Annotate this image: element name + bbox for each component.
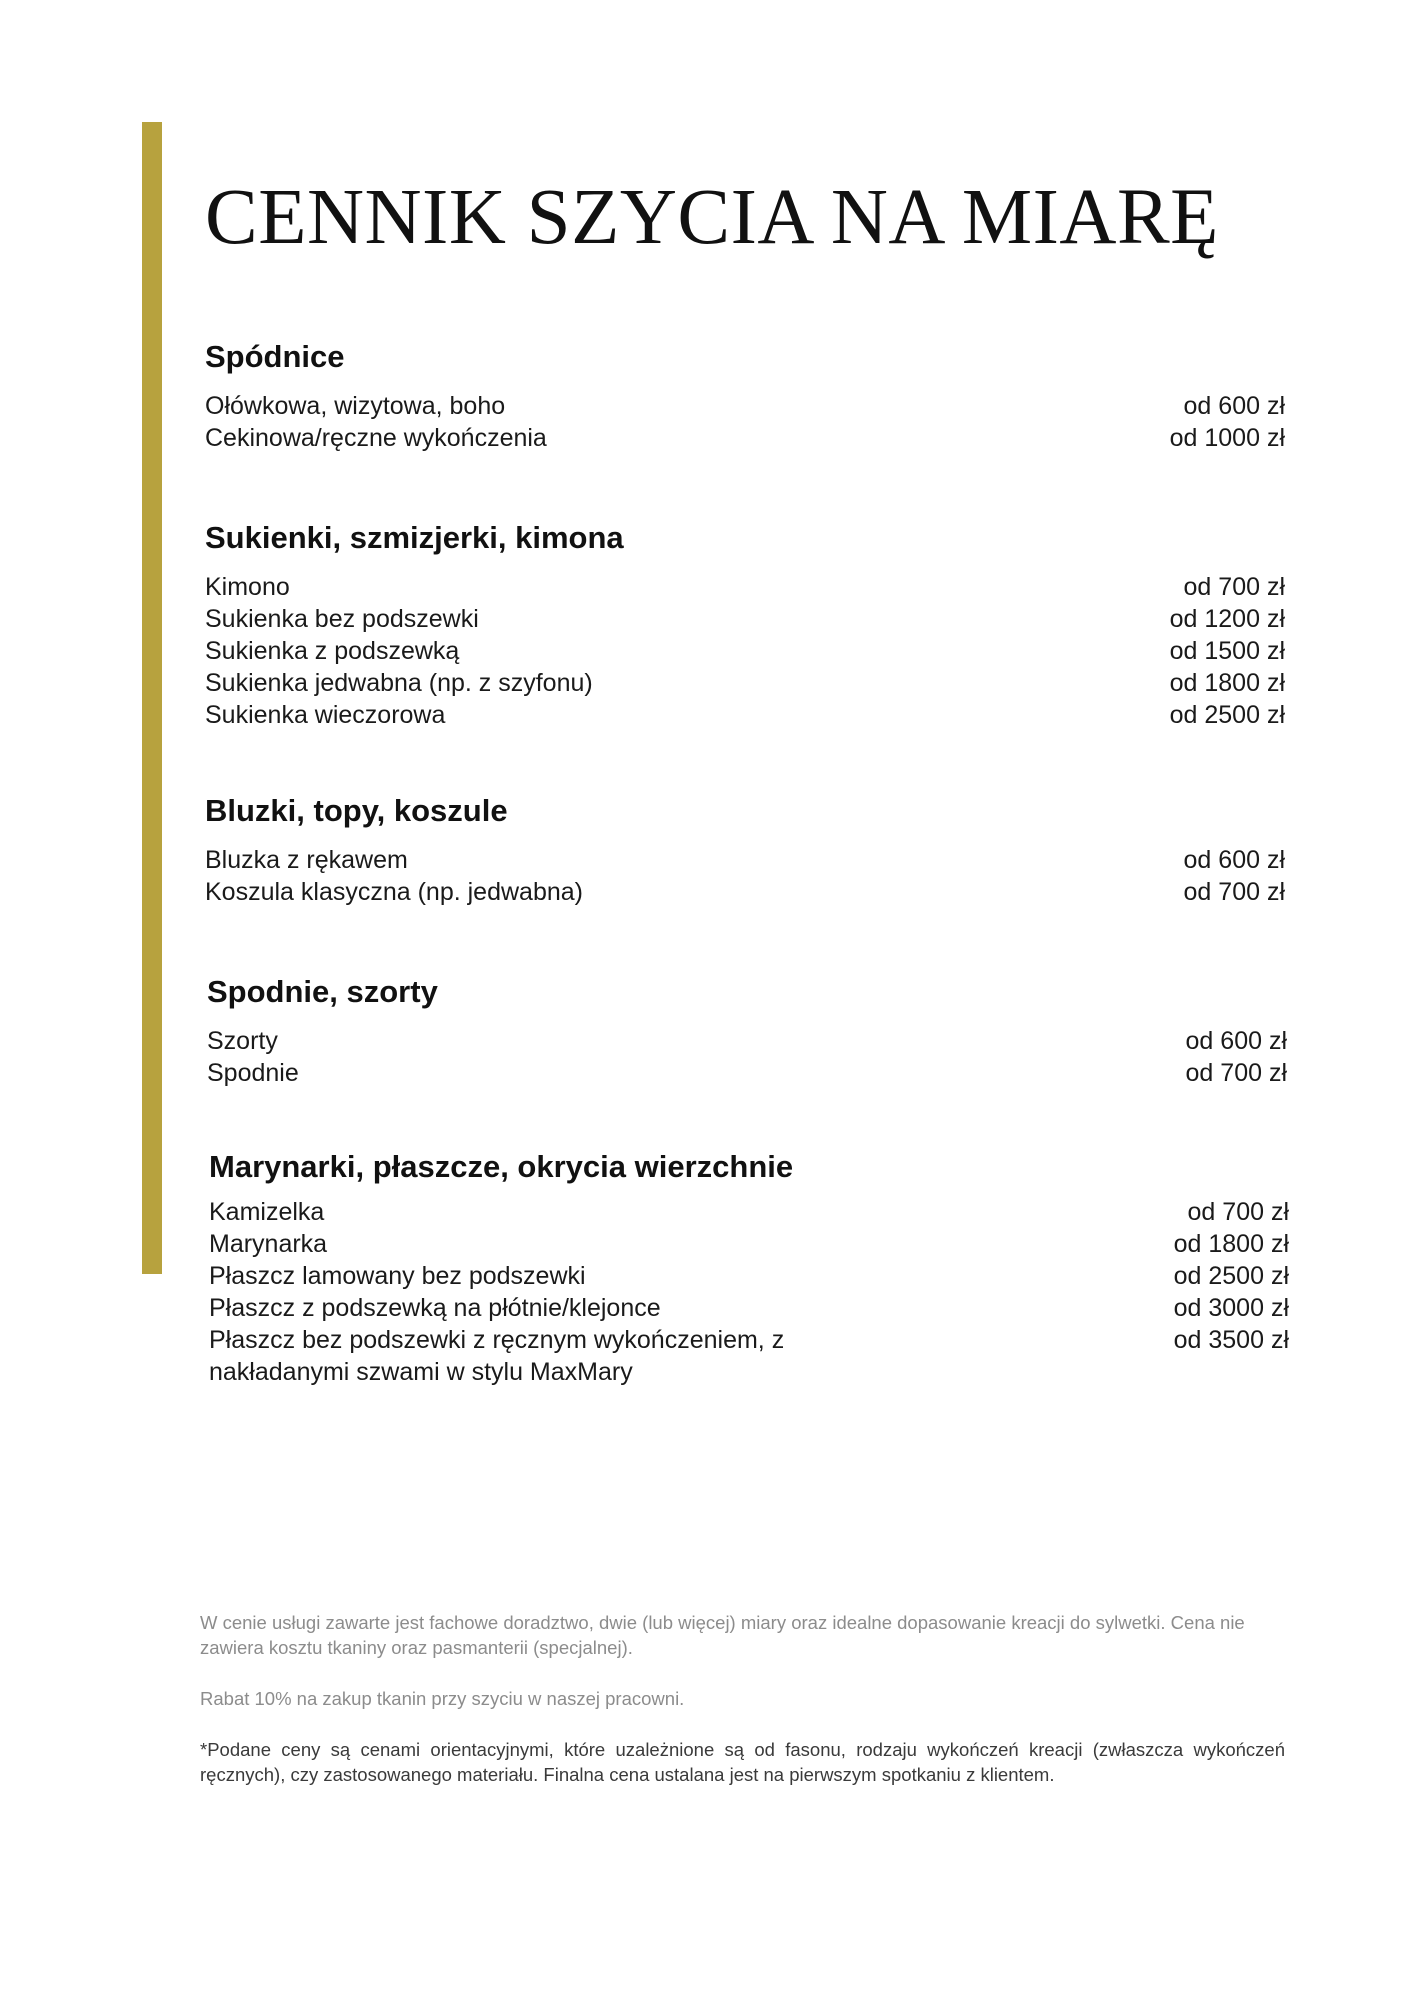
item-name: Sukienka wieczorowa: [205, 701, 446, 729]
item-name: Sukienka z podszewką: [205, 637, 460, 665]
note-included: W cenie usługi zawarte jest fachowe doradztwo, dwie (lub więcej) miary oraz idealne dopasowanie kreacji do sylwetki. Cena nie zawiera kosztu tkaniny oraz pasmanterii (specjalnej).: [200, 1612, 1245, 1658]
item-name: Sukienka bez podszewki: [205, 605, 479, 633]
page-title: CENNIK SZYCIA NA MIARĘ: [205, 173, 1219, 261]
price-row: [209, 1292, 1289, 1324]
price-row: [207, 1057, 1287, 1089]
item-price: od 600 zł: [1183, 392, 1285, 420]
footer-notes: [200, 1610, 1285, 1813]
item-price: od 700 zł: [1187, 1198, 1289, 1226]
section-heading: Bluzki, topy, koszule: [205, 793, 508, 828]
item-price: od 1800 zł: [1173, 1230, 1289, 1258]
section-heading: Spódnice: [205, 339, 345, 374]
item-price: od 1000 zł: [1169, 424, 1285, 452]
item-price: od 700 zł: [1183, 573, 1285, 601]
section-heading: Sukienki, szmizjerki, kimona: [205, 520, 624, 555]
item-price: od 1800 zł: [1169, 669, 1285, 697]
section-outerwear: [209, 1151, 1289, 1388]
section-heading: Marynarki, płaszcze, okrycia wierzchnie: [209, 1149, 794, 1184]
price-row: [205, 844, 1285, 876]
item-name: Bluzka z rękawem: [205, 846, 408, 874]
item-name: Koszula klasyczna (np. jedwabna): [205, 878, 583, 906]
note-disclaimer: *Podane ceny są cenami orientacyjnymi, które uzależnione są od fasonu, rodzaju wykończeń kreacji (zwłaszcza wykończeń ręcznych), czy zastosowanego materiału. Finalna cena ustalana jest na pierwszym spotkaniu z klientem.: [200, 1739, 1285, 1785]
price-row: [209, 1260, 1289, 1292]
item-name: Szorty: [207, 1027, 278, 1055]
section-dresses: [205, 522, 1285, 731]
price-row: [205, 876, 1285, 908]
item-name: Marynarka: [209, 1230, 328, 1258]
section-blouses: [205, 795, 1285, 908]
item-name: Kimono: [205, 573, 290, 601]
price-row: [205, 667, 1285, 699]
price-row: [205, 571, 1285, 603]
price-row: [205, 390, 1285, 422]
price-row: [205, 422, 1285, 454]
item-price: od 1200 zł: [1169, 605, 1285, 633]
section-trousers: [207, 976, 1287, 1089]
item-name: Kamizelka: [209, 1198, 325, 1226]
price-row: [209, 1228, 1289, 1260]
price-row: [205, 699, 1285, 731]
section-skirts: [205, 341, 1285, 454]
item-name: Płaszcz z podszewką na płótnie/klejonce: [209, 1294, 661, 1322]
item-price: od 1500 zł: [1169, 637, 1285, 665]
item-price: od 700 zł: [1183, 878, 1285, 906]
item-price: od 2500 zł: [1169, 701, 1285, 729]
item-name: Ołówkowa, wizytowa, boho: [205, 392, 506, 420]
item-price: od 3000 zł: [1173, 1294, 1289, 1322]
item-price: od 2500 zł: [1173, 1262, 1289, 1290]
note-discount: Rabat 10% na zakup tkanin przy szyciu w naszej pracowni.: [200, 1688, 685, 1709]
item-name: Płaszcz bez podszewki z ręcznym wykończeniem, z nakładanymi szwami w stylu MaxMary: [209, 1326, 785, 1386]
price-row: [205, 635, 1285, 667]
item-price: od 3500 zł: [1173, 1326, 1289, 1354]
item-price: od 600 zł: [1183, 846, 1285, 874]
item-name: Cekinowa/ręczne wykończenia: [205, 424, 547, 452]
accent-bar: [142, 122, 162, 1274]
price-row: [209, 1324, 1289, 1388]
price-row: [205, 603, 1285, 635]
section-heading: Spodnie, szorty: [207, 974, 438, 1009]
item-name: Spodnie: [207, 1059, 299, 1087]
item-price: od 600 zł: [1185, 1027, 1287, 1055]
item-name: Płaszcz lamowany bez podszewki: [209, 1262, 586, 1290]
item-price: od 700 zł: [1185, 1059, 1287, 1087]
item-name: Sukienka jedwabna (np. z szyfonu): [205, 669, 593, 697]
price-row: [209, 1196, 1289, 1228]
price-row: [207, 1025, 1287, 1057]
